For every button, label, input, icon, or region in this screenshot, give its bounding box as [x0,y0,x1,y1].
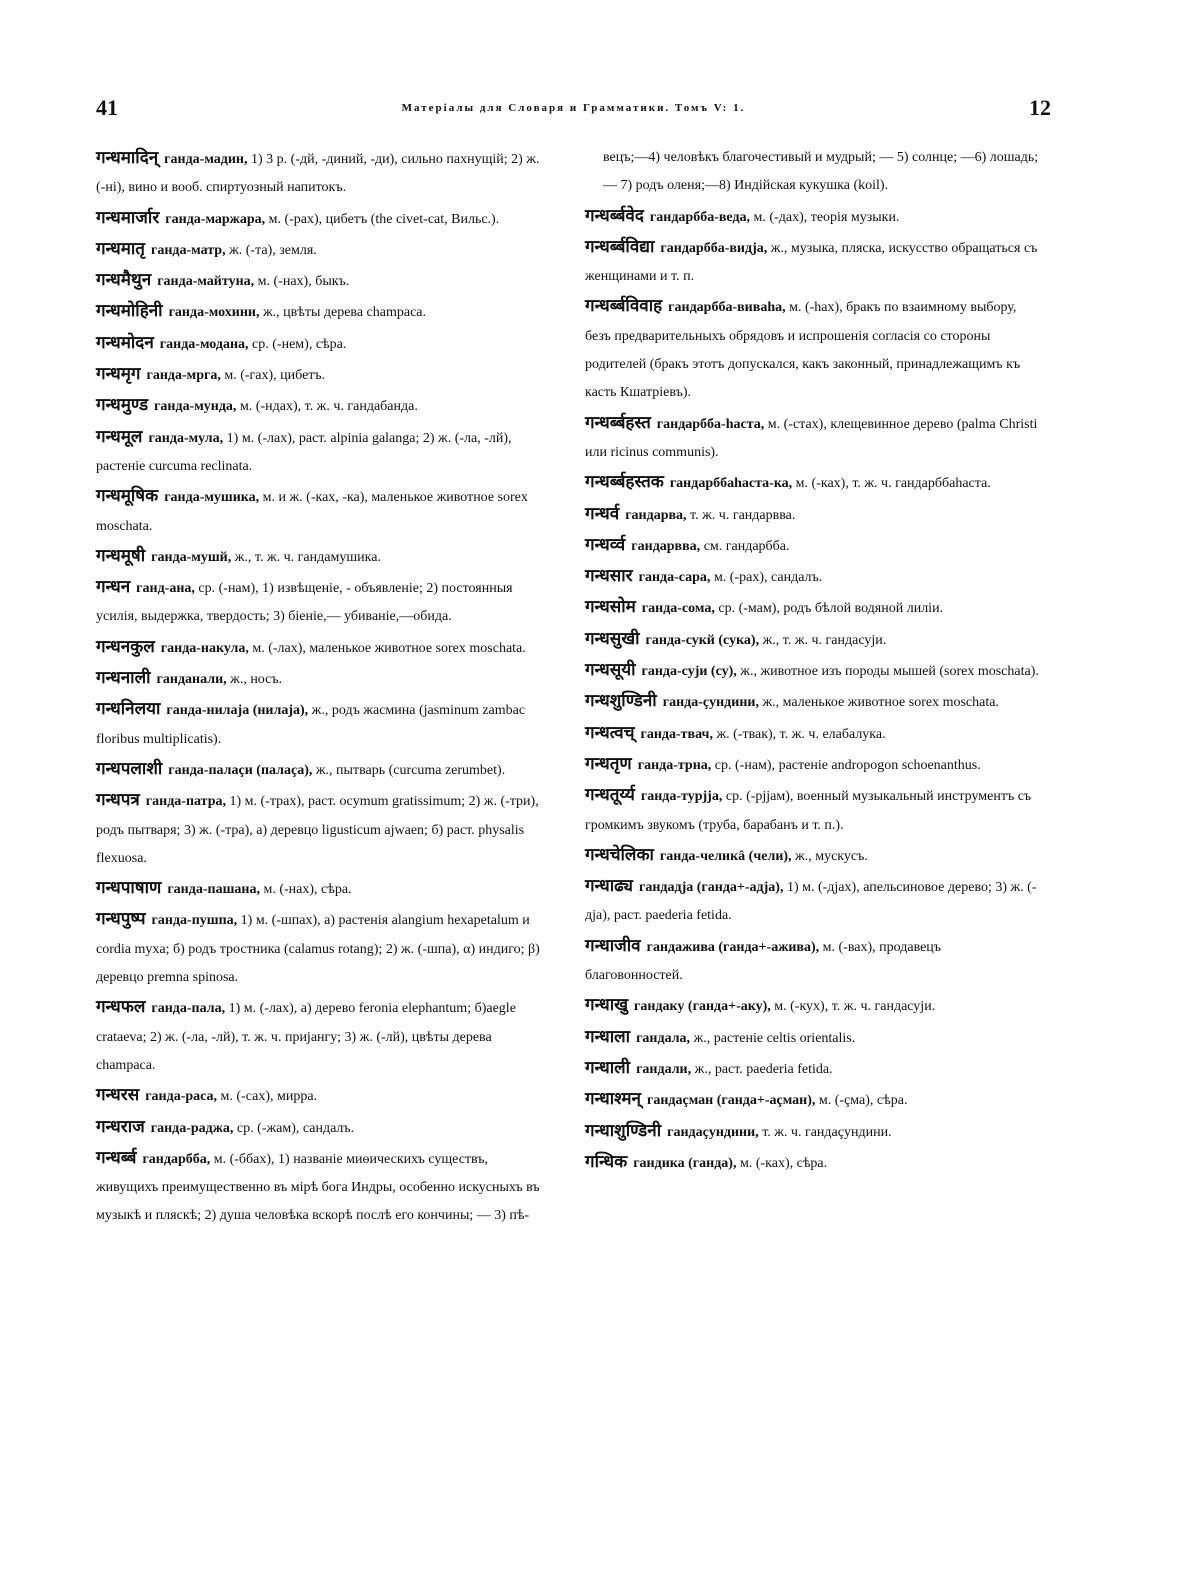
definition-text: м. (-ках), сѣра. [739,1155,828,1171]
headword-devanagari: गन्धशुण्डिनी [585,691,657,712]
definition-text: ж., растеніе celtis orientalis. [693,1030,856,1046]
dictionary-entry [96,360,550,390]
headword-devanagari: गन्धर्ब्ब [96,1147,137,1168]
transliteration: ганда-мушй, [151,549,232,565]
transliteration: ганда-раджа, [150,1120,234,1136]
headword-devanagari: गन्धाश्मन् [585,1089,641,1110]
headword-devanagari: गन्धसूयी [585,660,636,681]
definition-text: м. (-дах), теорія музыки. [753,209,900,225]
transliteration: ганда-суји (су), [641,664,737,680]
transliteration: ганда-çундини, [662,695,759,711]
transliteration: гандала, [636,1030,691,1046]
definition-text: ж., цвѣты дерева champaca. [262,305,427,321]
definition-text: ср. (-нам), 1) извѣщеніе, - объявленіе; 2) постоянныя усилія, выдержка, твердость; 3) біеніе,— убиваніе,—обида. [96,581,513,625]
headword-devanagari: गन्धतूर्य्य [585,785,635,806]
dictionary-entry [585,468,1039,498]
definition-text: м. (-кух), т. ж. ч. гандасуји. [774,999,936,1015]
transliteration: ганда-пушпа, [151,913,238,929]
transliteration: ганда-маржара, [165,211,266,227]
dictionary-entry [96,266,550,296]
dictionary-entry [96,1113,550,1143]
headword-devanagari: गन्धसुखी [585,628,640,649]
dictionary-entry [96,1144,550,1231]
headword-devanagari: गन्धतृण [585,753,632,774]
headword-devanagari: गन्धर्ब्बविवाह [585,296,663,317]
dictionary-entry [96,144,550,203]
dictionary-entry [96,235,550,265]
dictionary-entry [96,695,550,754]
dictionary-entry [585,500,1039,530]
dictionary-entry [585,1117,1039,1147]
headword-devanagari: गन्धनाली [96,668,151,689]
definition-text: м. (-ках), т. ж. ч. гандарббаhаста. [795,476,991,492]
running-title: Матеріалы для Словаря и Грамматики. Томъ V: 1. [401,102,746,114]
headword-devanagari: गन्धसोम [585,597,636,618]
headword-devanagari: गन्धचेलिका [585,844,654,865]
dictionary-entry [585,991,1039,1021]
transliteration: ганда-мула, [148,430,224,446]
dictionary-entry [585,719,1039,749]
headword-devanagari: गन्धपाषाण [96,878,162,899]
headword-devanagari: गन्धर्ब्बहस्तक [585,472,664,493]
transliteration: гандарбба-веда, [649,209,751,225]
transliteration: ганда-патра, [145,794,226,810]
definition-text: м. (-рах), цибетъ (the civet-cat, Вильс.). [268,211,500,227]
headword-devanagari: गन्धराज [96,1116,145,1137]
dictionary-entry [96,482,550,541]
definition-text: м. (-рах), сандалъ. [713,570,823,586]
dictionary-entry [96,297,550,327]
headword-devanagari: गन्धाजीव [585,935,641,956]
definition-text: 1) м. (-трах), раст. ocymum gratissimum; 2) ж. (-три), родъ пытваря; 3) ж. (-тра), а) деревцо ligusticum ajwaen; б) раст. physalis flexuosa. [96,794,539,866]
dictionary-entry [585,292,1039,407]
headword-devanagari: गन्धपुष्प [96,909,146,930]
definition-text: ж., животное изъ породы мышей (sorex moschata). [740,664,1039,680]
definition-text: м. (-вах), продавецъ благовонностей. [585,939,942,984]
definition-text: ж. (-та), земля. [229,242,317,258]
headword-devanagari: गन्धफल [96,997,146,1018]
dictionary-entry [585,593,1039,623]
dictionary-entry [96,391,550,421]
headword-devanagari: गन्धनिलया [96,699,161,720]
headword-devanagari: गन्धपलाशी [96,758,163,779]
definition-text: т. ж. ч. гандаçундини. [762,1124,892,1140]
dictionary-entry [585,625,1039,655]
definition-text: 1) м. (-лах), а) дерево feronia elephantum; б)aegle crataeva; 2) ж. (-ла, -лй), т. ж. ч. приjангу; 3) ж. (-лй), цвѣты дерева champaca. [96,1001,516,1073]
transliteration: ганда-мохини, [168,305,260,321]
transliteration: ганда-пала, [151,1001,226,1017]
transliteration: ганда-трна, [637,757,712,773]
transliteration: гандарвва, [631,538,701,554]
definition-text: ж., пытварь (curcuma zerumbet). [315,762,506,778]
headword-devanagari: गन्धमुण्ड [96,395,149,416]
headword-devanagari: गन्धमूषिक [96,486,159,507]
transliteration: ганда-нилаја (нилаја), [166,703,309,719]
dictionary-entry [96,1081,550,1111]
transliteration: ганда-палаçи (палаçа), [168,762,313,778]
definition-text: т. ж. ч. гандарвва. [690,507,796,523]
transliteration: гандадја (ганда+-адја), [638,880,784,896]
headword-devanagari: गन्धमोहिनी [96,301,163,322]
headword-devanagari: गन्धमार्जार [96,207,160,228]
dictionary-entry [96,874,550,904]
definition-text: м. (-сах), мирра. [220,1089,318,1105]
definition-text: ж., маленькое животное sorex moschata. [762,695,999,711]
definition-text: ср. (-рјјам), военный музыкальный инструментъ съ громкимъ звукомъ (труба, барабанъ и т. п.). [585,789,1032,833]
dictionary-entry [585,531,1039,561]
dictionary-entry [585,1023,1039,1053]
headword-devanagari: गन्धमैथुन [96,270,152,291]
definition-text: м. (-нах), быкъ. [257,274,350,290]
headword-devanagari: गन्धाशुण्डिनी [585,1120,662,1141]
transliteration: ганда-челикâ (чели), [659,848,792,864]
transliteration: ганда-накула, [160,640,249,656]
headword-devanagari: गन्धपत्र [96,790,140,811]
headword-devanagari: गन्धाखु [585,995,629,1016]
dictionary-entry [96,204,550,234]
headword-devanagari: गन्धमूषी [96,545,146,566]
left-page-number: 41 [96,95,118,120]
dictionary-entry [585,872,1039,931]
transliteration: гандика (ганда), [633,1155,737,1171]
dictionary-entry [585,841,1039,871]
dictionary-entry [96,664,550,694]
dictionary-entry [96,329,550,359]
dictionary-entry [585,932,1039,991]
headword-devanagari: गन्धमातृ [96,238,145,259]
definition-text: ср. (-жам), сандалъ. [236,1120,355,1136]
transliteration: ганда-раса, [145,1089,218,1105]
headword-devanagari: गन्धरस [96,1085,140,1106]
definition-text: ср. (-нам), растеніе andropogon schoenanthus. [714,757,981,773]
transliteration: гандали, [636,1061,692,1077]
dictionary-entry [585,1148,1039,1178]
transliteration: ганда-мунда, [154,399,237,415]
transliteration: гандарбба-видја, [660,240,768,256]
transliteration: ганда-твач, [640,726,713,742]
headword-devanagari: गन्धन [96,577,131,598]
headword-devanagari: गन्धमादिन् [96,148,159,168]
headword-devanagari: गन्धमूल [96,426,143,447]
transliteration: ганда-сара, [638,570,711,586]
right-column [585,144,1039,1179]
dictionary-entry [585,144,1039,201]
transliteration: ганда-мрга, [146,368,221,384]
dictionary-entry [585,656,1039,686]
dictionary-entry [585,687,1039,717]
definition-text: м. (-ббах), 1) названіе миѳическихъ существъ, живущихъ преимущественно въ мірѣ бога Индры, особенно искусныхъ въ музыкѣ и пляскѣ; 2) душа человѣка вскорѣ послѣ его кончины; — 3) пѣ- [96,1151,540,1224]
transliteration: ганда-турјја, [640,789,723,805]
page-header [96,96,1051,120]
transliteration: ганда-мушика, [164,490,260,506]
dictionary-entry [585,781,1039,840]
transliteration: ганданали, [156,672,227,688]
headword-devanagari: गन्धर्व [585,503,620,524]
transliteration: ганда-майтуна, [157,274,255,290]
transliteration: ганда-сома, [641,601,715,617]
transliteration: гандарбба-виваhа, [668,300,786,316]
dictionary-entry [96,542,550,572]
definition-text: см. гандарбба. [703,538,790,554]
headword-devanagari: गन्धनकुल [96,636,155,657]
headword-devanagari: गन्धिक [585,1151,628,1172]
definition-text: 1) м. (-дјах), апельсиновое дерево; 3) ж. (-дја), раст. paederia fetida. [585,880,1037,924]
dictionary-entry [585,562,1039,592]
definition-text: м. (-гах), цибетъ. [224,368,326,384]
dictionary-entry [96,786,550,873]
definition-text: ж. (-твак), т. ж. ч. елабалука. [716,726,886,742]
transliteration: ганд-ана, [136,581,195,597]
definition-text: м. и ж. (-ках, -ка), маленькое животное sorex moschata. [96,490,528,534]
headword-devanagari: गन्धत्वच् [585,722,635,743]
transliteration: ганда-пашана, [167,882,260,898]
dictionary-entry [585,750,1039,780]
dictionary-entry [96,993,550,1080]
definition-text: ж., музыка, пляска, искусство обращаться съ женщинами и т. п. [585,240,1038,285]
transliteration: ганда-матр, [151,242,226,258]
definition-text: ср. (-нем), сѣра. [252,336,347,352]
transliteration: ганда-модана, [159,336,249,352]
dictionary-entry [96,633,550,663]
headword-devanagari: गन्धसार [585,566,633,587]
definition-text: 1) м. (-шпах), а) растенія alangium hexapetalum и cordia myxa; б) родъ тростника (calamus rotang); 2) ж. (-шпа), α) индиго; β) деревцо premna spinosa. [96,913,540,986]
dictionary-entry [585,202,1039,232]
transliteration: ганда-сукй (сука), [645,632,760,648]
definition-text: м. (-стах), клещевинное дерево (palma Christi или ricinus communis). [585,416,1038,460]
definition-text: ж., мускусъ. [795,848,868,864]
headword-devanagari: गन्धर्ब्बहस्त [585,412,651,433]
dictionary-entry [585,1054,1039,1084]
headword-devanagari: गन्धर्व्व [585,534,626,555]
transliteration: гандарбба, [142,1151,211,1167]
dictionary-entry [96,423,550,482]
transliteration: гандарббаhаста-ка, [669,476,793,492]
right-page-number: 12 [1029,95,1051,120]
dictionary-entry [96,573,550,632]
headword-devanagari: गन्धाली [585,1057,631,1078]
definition-text: м. (-ндах), т. ж. ч. гандабанда. [239,399,418,415]
transliteration: гандарбба-hаста, [656,416,765,432]
definition-text: 1) м. (-лах), раст. alpinia galanga; 2) ж. (-ла, -лй), растеніе curcuma reclinata. [96,430,512,474]
definition-text: ж., носъ. [230,672,283,688]
definition-text: м. (-лах), маленькое животное sorex moschata. [252,640,526,656]
definition-text: м. (-hах), бракъ по взаимному выбору, безъ предварительныхъ обрядовъ и испрошенія согласія со стороны родителей (бракъ этотъ допускался, какъ законный, принадлежащимъ къ касть Кшатріевъ). [585,300,1021,401]
definition-text: 1) 3 р. (-дй, -диний, -ди), сильно пахнущій; 2) ж. (-ні), вино и вооб. спиртуозный напитокъ. [96,152,540,196]
definition-text: ж., раст. paederia fetida. [694,1061,833,1077]
transliteration: ганда-мадин, [164,152,248,167]
dictionary-entry [96,905,550,992]
headword-devanagari: गन्धर्ब्बविद्या [585,236,655,257]
definition-text: ср. (-мам), родъ бѣлой водяной лиліи. [718,601,944,617]
definition-text: м. (-нах), сѣра. [263,882,352,898]
dictionary-entry [96,755,550,785]
dictionary-entry [585,1085,1039,1115]
definition-text: ж., т. ж. ч. гандасуји. [762,632,887,648]
headword-devanagari: गन्धाला [585,1026,631,1047]
dictionary-entry [585,233,1039,292]
definition-text: м. (-çма), сѣра. [818,1093,908,1109]
headword-devanagari: गन्धमृग [96,364,141,385]
definition-text: вецъ;—4) человѣкъ благочестивый и мудрый; — 5) солнце; —6) лошадь; — 7) родъ оленя;—8) Индійская кукушка (koil). [603,150,1039,194]
dictionary-entry [585,409,1039,468]
transliteration: гандаçундини, [667,1124,759,1140]
left-column [96,144,550,1232]
transliteration: гандаку (ганда+-аку), [634,999,771,1015]
headword-devanagari: गन्धाढ्य [585,876,633,897]
headword-devanagari: गन्धर्ब्बवेद [585,205,644,226]
headword-devanagari: गन्धमोदन [96,332,154,353]
definition-text: ж., т. ж. ч. гандамушика. [234,549,381,565]
transliteration: гандаçман (ганда+-аçман), [646,1093,816,1109]
transliteration: гандарва, [625,507,687,523]
transliteration: гандажива (ганда+-ажива), [646,939,820,955]
definition-text: ж., родъ жасмина (jasminum zambac floribus multiplicatis). [96,703,526,747]
